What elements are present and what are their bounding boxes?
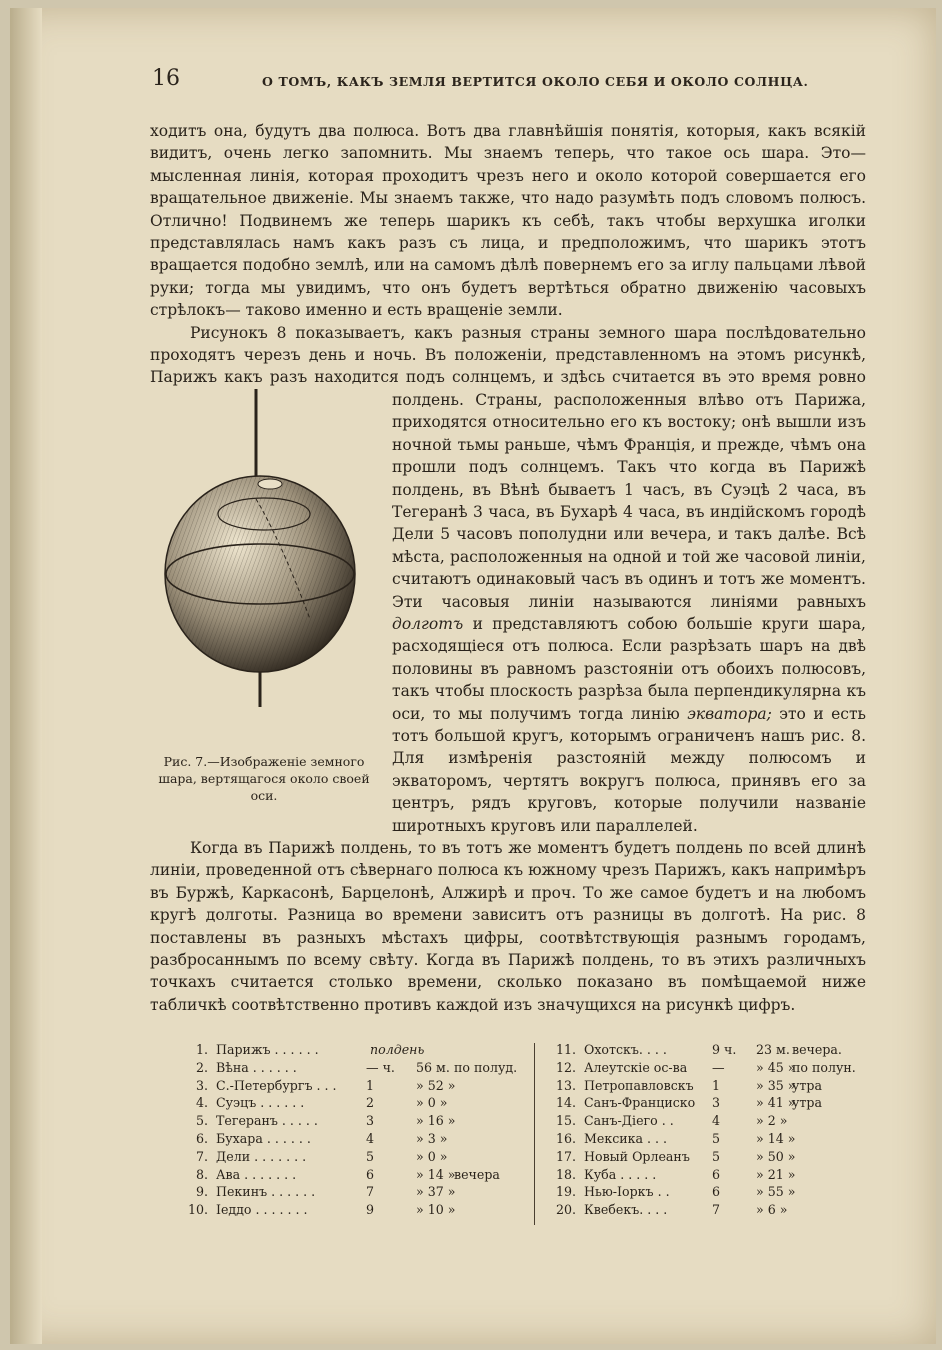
- hours: 3: [712, 1095, 721, 1111]
- hours: 2: [366, 1095, 375, 1111]
- city-name: Куба . . . . .: [584, 1166, 657, 1182]
- table-divider: [534, 1043, 535, 1225]
- city-name: Ава . . . . . . .: [216, 1166, 297, 1182]
- city-name: Санъ-Діего . .: [584, 1113, 674, 1129]
- table-row: [184, 1041, 524, 1059]
- table-row: [546, 1130, 876, 1148]
- row-number: 2.: [195, 1059, 208, 1075]
- minutes: » 45 »: [756, 1059, 796, 1075]
- row-number: 9.: [195, 1184, 208, 1200]
- row-number: 6.: [195, 1130, 208, 1146]
- table-row: [184, 1201, 524, 1219]
- hours: 4: [712, 1113, 721, 1129]
- city-name: Нью-Іоркъ . .: [584, 1184, 670, 1200]
- city-name: Бухара . . . . . .: [216, 1130, 311, 1146]
- time-table: [184, 1041, 874, 1231]
- city-name: С.-Петербургъ . . .: [216, 1077, 337, 1093]
- page-number: 16: [152, 66, 180, 91]
- table-row: [546, 1183, 876, 1201]
- paragraph-2-part-c: это и есть тотъ большой кругъ, которымъ ограниченъ нашъ рис. 8. Для измѣренія разстояній между полюсомъ и экваторомъ, чертятъ вокругъ полюса, принявъ его за центръ, рядъ круговъ, которые получили названіе широтныхъ круговъ или параллелей.: [392, 704, 866, 835]
- city-name: Санъ-Франциско: [584, 1095, 696, 1111]
- minutes: » 52 »: [416, 1077, 456, 1093]
- row-number: 7.: [195, 1148, 208, 1164]
- minutes: » 55 »: [756, 1184, 796, 1200]
- minutes: » 10 »: [416, 1202, 456, 1218]
- table-row: [546, 1094, 876, 1112]
- time-table-right-column: [546, 1041, 876, 1219]
- minutes: » 3 »: [416, 1130, 448, 1146]
- row-number: 10.: [187, 1202, 208, 1218]
- paragraph-3: Когда въ Парижѣ полдень, то въ тотъ же моментъ будетъ полдень по всей длинѣ линіи, проведенной отъ сѣвернаго полюса къ южному чрезъ Парижъ, какъ напримѣръ въ Буржѣ, Каркасонѣ, Барцелонѣ, Алжирѣ и проч. То же самое будетъ и на любомъ кругѣ долготы. Разница во времени зависитъ отъ разницы въ долготѣ. На рис. 8 поставлены въ разныхъ мѣстахъ цифры, соотвѣтствующія разнымъ городамъ, разбросаннымъ по всему свѣту. Когда въ Парижѣ полдень, то въ этихъ различныхъ точкахъ считается столько времени, сколько показано въ помѣщаемой ниже табличкѣ соотвѣтственно противъ каждой изъ значущихся на рисункѣ цифръ.: [150, 839, 866, 1014]
- paragraph-2-part-a: Рисунокъ 8 показываетъ, какъ разныя страны земного шара послѣдовательно проходятъ черезъ день и ночь. Въ положеніи, представленномъ на этомъ рисункѣ, Парижъ какъ разъ находится подъ солнцемъ, и здѣсь считается въ это время ровно: [150, 323, 866, 387]
- row-number: 4.: [195, 1095, 208, 1111]
- term-dolgot: долготъ: [392, 614, 464, 633]
- minutes: » 16 »: [416, 1113, 456, 1129]
- table-row: [184, 1130, 524, 1148]
- time-note: по полун.: [792, 1059, 856, 1075]
- minutes: » 6 »: [756, 1202, 788, 1218]
- time-note: по полуд.: [454, 1059, 518, 1075]
- city-name: Петропавловскъ: [584, 1077, 694, 1093]
- table-row: [184, 1183, 524, 1201]
- row-number: 13.: [555, 1077, 576, 1093]
- city-name: Дели . . . . . . .: [216, 1148, 307, 1164]
- row-number: 14.: [555, 1095, 576, 1111]
- minutes: » 41 »: [756, 1095, 796, 1111]
- table-row: [184, 1059, 524, 1077]
- minutes: » 14 »: [756, 1130, 796, 1146]
- table-row: [184, 1112, 524, 1130]
- table-row: [546, 1041, 876, 1059]
- figure-rotating-globe: [150, 389, 378, 825]
- hours: 6: [366, 1166, 375, 1182]
- minutes: 56 м.: [416, 1059, 450, 1075]
- hours: —: [712, 1059, 725, 1075]
- row-number: 3.: [195, 1077, 208, 1093]
- minutes: » 0 »: [416, 1095, 448, 1111]
- hours: 1: [712, 1077, 721, 1093]
- city-name: Парижъ . . . . . .: [216, 1042, 319, 1057]
- hours: 7: [712, 1202, 721, 1218]
- hours: 9: [366, 1202, 375, 1218]
- hours: 1: [366, 1077, 375, 1093]
- hours: 5: [712, 1130, 721, 1146]
- row-number: 20.: [555, 1202, 576, 1218]
- city-name: Пекинъ . . . . . .: [216, 1184, 316, 1200]
- hours: 7: [366, 1184, 375, 1200]
- table-row: [546, 1148, 876, 1166]
- table-row: [546, 1166, 876, 1184]
- city-name: Квебекъ. . . .: [584, 1202, 668, 1218]
- paragraph-2-part-b: и представляютъ собою большіе круги шара, расходящіеся отъ полюса. Если разрѣзать шаръ на двѣ половины въ равномъ разстояніи отъ обоихъ полюсовъ, такъ чтобы плоскость разрѣза была перпендикулярна къ оси, то мы получимъ тогда линію: [392, 614, 866, 723]
- paragraph-2-part-a-rest: полдень. Страны, расположенныя влѣво отъ Парижа, приходятся относительно его къ востоку; онѣ вышли изъ ночной тьмы раньше, чѣмъ Франція, и прежде, чѣмъ она прошли подъ солнцемъ. Такъ что когда въ Парижѣ полдень, въ Вѣнѣ бываетъ 1 часъ, въ Суэцѣ 2 часа, въ Тегеранѣ 3 часа, въ Бухарѣ 4 часа, въ индійскомъ городѣ Дели 5 часовъ пополудни или вечера, и такъ далѣе. Всѣ мѣста, расположенныя на одной и той же часовой линіи, считаютъ одинаковый часъ въ одинъ и тотъ же моментъ. Эти часовыя линіи называются линіями равныхъ: [392, 390, 866, 611]
- row-number: 16.: [555, 1130, 576, 1146]
- city-name: Вѣна . . . . . .: [216, 1059, 297, 1075]
- city-name: Іеддо . . . . . . .: [216, 1202, 308, 1218]
- running-title: О ТОМЪ, КАКЪ ЗЕМЛЯ ВЕРТИТСЯ ОКОЛО СЕБЯ И ОКОЛО СОЛНЦА.: [262, 74, 809, 89]
- row-number: 17.: [555, 1148, 576, 1164]
- table-row: [184, 1094, 524, 1112]
- city-name: Тегеранъ . . . . .: [216, 1113, 318, 1129]
- time-table-left-column: [184, 1041, 524, 1219]
- hours: — ч.: [366, 1059, 395, 1075]
- city-name: Охотскъ. . . .: [584, 1042, 667, 1057]
- page-binding-shadow: [10, 8, 42, 1344]
- city-name: Мексика . . .: [584, 1130, 668, 1146]
- row-number: 5.: [195, 1113, 208, 1129]
- minutes: » 37 »: [416, 1184, 456, 1200]
- table-row: [546, 1112, 876, 1130]
- minutes: » 0 »: [416, 1148, 448, 1164]
- hours: 3: [366, 1113, 375, 1129]
- table-row: [184, 1166, 524, 1184]
- table-row: [546, 1201, 876, 1219]
- table-row: [184, 1148, 524, 1166]
- hours: 6: [712, 1166, 721, 1182]
- minutes: » 35 »: [756, 1077, 796, 1093]
- hours: 5: [712, 1148, 721, 1164]
- table-row: [546, 1059, 876, 1077]
- page-header: [152, 66, 852, 106]
- minutes: » 21 »: [756, 1166, 796, 1182]
- city-name: Суэцъ . . . . . .: [216, 1095, 305, 1111]
- row-number: 8.: [195, 1166, 208, 1182]
- table-row: [546, 1077, 876, 1095]
- row-number: 18.: [555, 1166, 576, 1182]
- paragraph-2: [150, 322, 866, 837]
- hours: 4: [366, 1130, 375, 1146]
- time-note: вечера: [454, 1166, 500, 1182]
- figure-caption: Рис. 7.—Изображеніе земного шара, вертящагося около своей оси.: [158, 753, 370, 803]
- row-number: 12.: [555, 1059, 576, 1075]
- book-page: [10, 8, 936, 1344]
- table-row: [184, 1077, 524, 1095]
- noon-label: полдень: [370, 1042, 425, 1057]
- paragraph-1: ходитъ она, будутъ два полюса. Вотъ два главнѣйшія понятія, которыя, какъ всякій видитъ, очень легко запомнить. Мы знаемъ теперь, что такое ось шара. Это— мысленная линія, которая проходитъ чрезъ него и около которой совершается его вращательное движеніе. Мы знаемъ также, что надо разумѣть подъ словомъ полюсъ. Отлично! Подвинемъ же теперь шарикъ къ себѣ, такъ чтобы верхушка иголки представлялась намъ какъ разъ съ лица, и предположимъ, что шарикъ этотъ вращается подобно землѣ, или на самомъ дѣлѣ повернемъ его за иглу пальцами лѣвой руки; тогда мы увидимъ, что онъ будетъ вертѣться обратно движенію часовыхъ стрѣлокъ— таково именно и есть вращеніе земли.: [150, 122, 866, 320]
- minutes: » 50 »: [756, 1148, 796, 1164]
- row-number: 11.: [555, 1042, 576, 1057]
- row-number: 15.: [555, 1113, 576, 1129]
- minutes: » 14 »: [416, 1166, 456, 1182]
- globe-engraving-icon: [160, 389, 370, 749]
- row-number: 19.: [555, 1184, 576, 1200]
- hours: 5: [366, 1148, 375, 1164]
- city-name: Алеутскіе ос-ва: [584, 1059, 688, 1075]
- row-number: 1.: [195, 1042, 208, 1057]
- minutes: 23 м.: [756, 1042, 790, 1057]
- city-name: Новый Орлеанъ: [584, 1148, 690, 1164]
- time-note: утра: [792, 1095, 822, 1111]
- hours: 9 ч.: [712, 1042, 737, 1057]
- minutes: » 2 »: [756, 1113, 788, 1129]
- term-ekvatora: экватора;: [687, 704, 772, 723]
- hours: 6: [712, 1184, 721, 1200]
- body-text: [150, 120, 866, 1016]
- time-note: вечера.: [792, 1042, 842, 1057]
- time-note: утра: [792, 1077, 822, 1093]
